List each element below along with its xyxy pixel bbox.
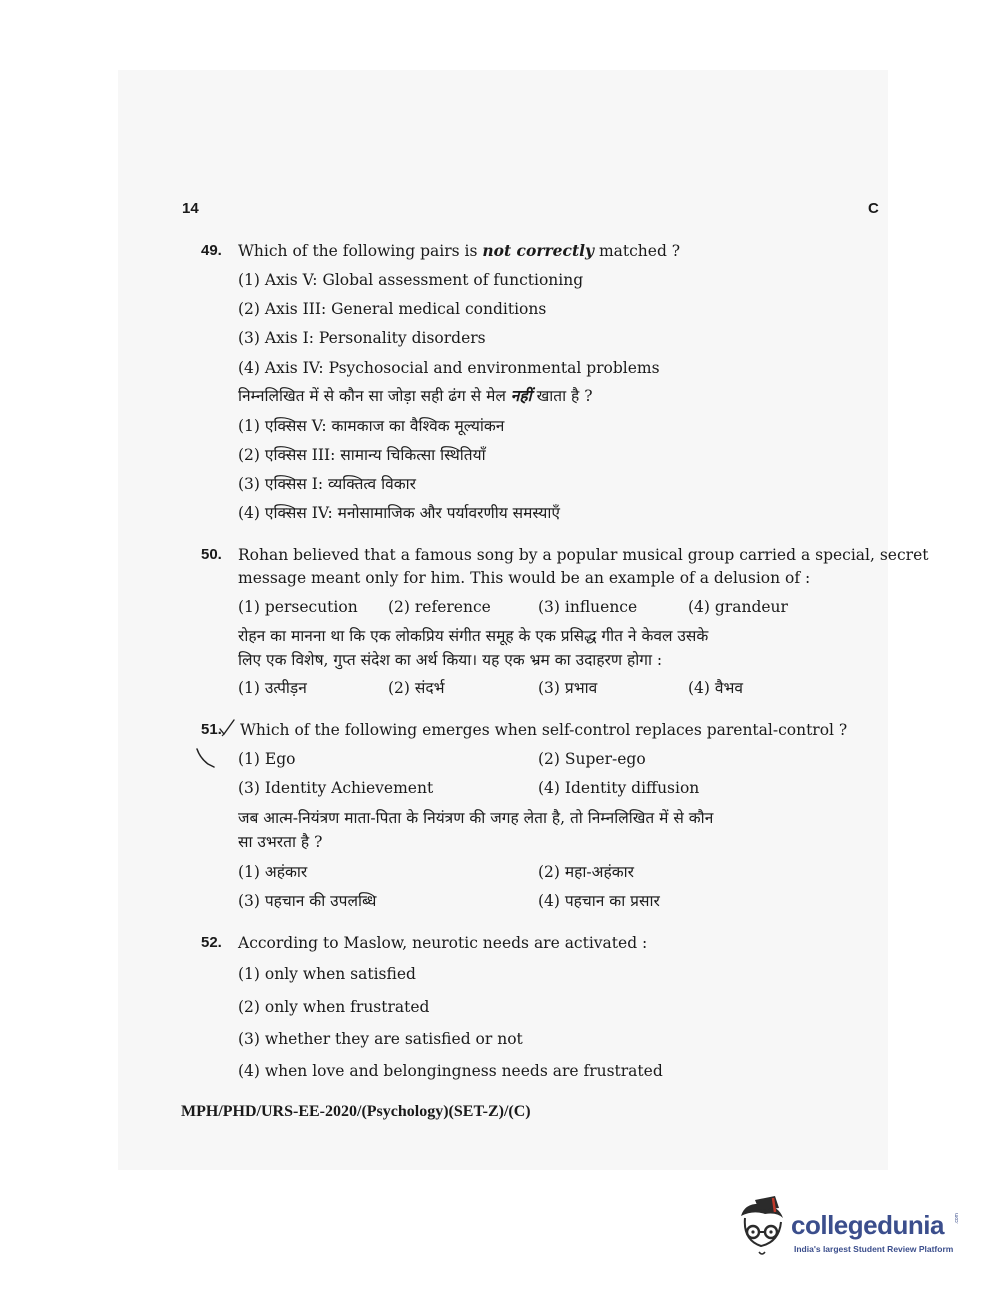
question-49-text-hi: निम्नलिखित में से कौन सा जोड़ा सही ढंग से मेल नहीं खाता है ? [238,386,593,405]
q51-option-en-3: (3) Identity Achievement [238,779,434,797]
q50-option-hi-3: (3) प्रभाव [538,679,598,697]
question-49-number: 49. [201,242,222,259]
question-52-text-en: According to Maslow, neurotic needs are activated : [238,934,648,952]
question-50-number: 50. [201,546,222,563]
question-52-number: 52. [201,934,222,951]
q49-option-hi-3: (3) एक्सिस I: व्यक्तित्व विकार [238,475,416,493]
q52-option-en-3: (3) whether they are satisfied or not [238,1030,523,1048]
question-49-text-en: Which of the following pairs is not correctly matched ? [238,241,681,260]
q51-option-en-2: (2) Super-ego [538,750,646,768]
q52-option-en-1: (1) only when satisfied [238,965,416,983]
question-50-text-hi-line2: लिए एक विशेष, गुप्त संदेश का अर्थ किया। यह एक भ्रम का उदाहरण होगा : [238,651,663,669]
q51-option-en-1: (1) Ego [238,750,296,768]
brand-tagline: India's largest Student Review Platform [794,1244,954,1254]
question-51-text-hi-line1: जब आत्म-नियंत्रण माता-पिता के नियंत्रण की जगह लेता है, तो निम्नलिखित में से कौन [238,809,714,827]
collegedunia-logo[interactable] [735,1196,965,1266]
question-51-text-en: Which of the following emerges when self-control replaces parental-control ? [240,721,848,739]
q50-option-en-4: (4) grandeur [688,598,788,616]
q51-option-en-4: (4) Identity diffusion [538,779,700,797]
question-50-text-hi-line1: रोहन का मानना था कि एक लोकप्रिय संगीत समूह के एक प्रसिद्ध गीत ने केवल उसके [238,627,709,645]
q49-option-en-2: (2) Axis III: General medical conditions [238,300,547,318]
q52-option-en-4: (4) when love and belongingness needs are frustrated [238,1062,663,1080]
question-51-number: 51. [201,721,222,738]
q49-option-en-3: (3) Axis I: Personality disorders [238,329,486,347]
paper-set-code: C [868,200,879,217]
question-50-text-en-line1: Rohan believed that a famous song by a popular musical group carried a special, secret [238,546,929,564]
q50-option-hi-2: (2) संदर्भ [388,679,445,697]
question-51-text-hi-line2: सा उभरता है ? [238,833,323,851]
handwritten-pen-stroke-icon [194,746,218,768]
question-50-text-en-line2: message meant only for him. This would be an example of a delusion of : [238,569,811,587]
q51-option-hi-1: (1) अहंकार [238,863,308,881]
q50-option-en-3: (3) influence [538,598,638,616]
q49-option-hi-4: (4) एक्सिस IV: मनोसामाजिक और पर्यावरणीय समस्याएँ [238,504,561,522]
page-number: 14 [182,200,199,217]
q52-option-en-2: (2) only when frustrated [238,998,430,1016]
q50-option-hi-4: (4) वैभव [688,679,744,697]
q51-option-hi-2: (2) महा-अहंकार [538,863,634,881]
mascot-face-icon [735,1196,791,1260]
brand-domain-suffix: .com [954,1213,960,1224]
q51-option-hi-4: (4) पहचान का प्रसार [538,892,660,910]
handwritten-tick-mark-icon [218,717,236,737]
q50-option-hi-1: (1) उत्पीड़न [238,679,307,697]
q49-option-hi-2: (2) एक्सिस III: सामान्य चिकित्सा स्थितियाँ [238,446,486,464]
q51-option-hi-3: (3) पहचान की उपलब्धि [238,892,377,910]
q49-option-en-1: (1) Axis V: Global assessment of functioning [238,271,584,289]
q49-option-en-4: (4) Axis IV: Psychosocial and environmental problems [238,359,660,377]
scanned-page-background [118,70,888,1170]
q49-option-hi-1: (1) एक्सिस V: कामकाज का वैश्विक मूल्यांकन [238,417,505,435]
q50-option-en-1: (1) persecution [238,598,358,616]
brand-name: collegedunia [791,1210,944,1240]
q50-option-en-2: (2) reference [388,598,491,616]
paper-code-footer: MPH/PHD/URS-EE-2020/(Psychology)(SET-Z)/(C) [181,1103,531,1120]
